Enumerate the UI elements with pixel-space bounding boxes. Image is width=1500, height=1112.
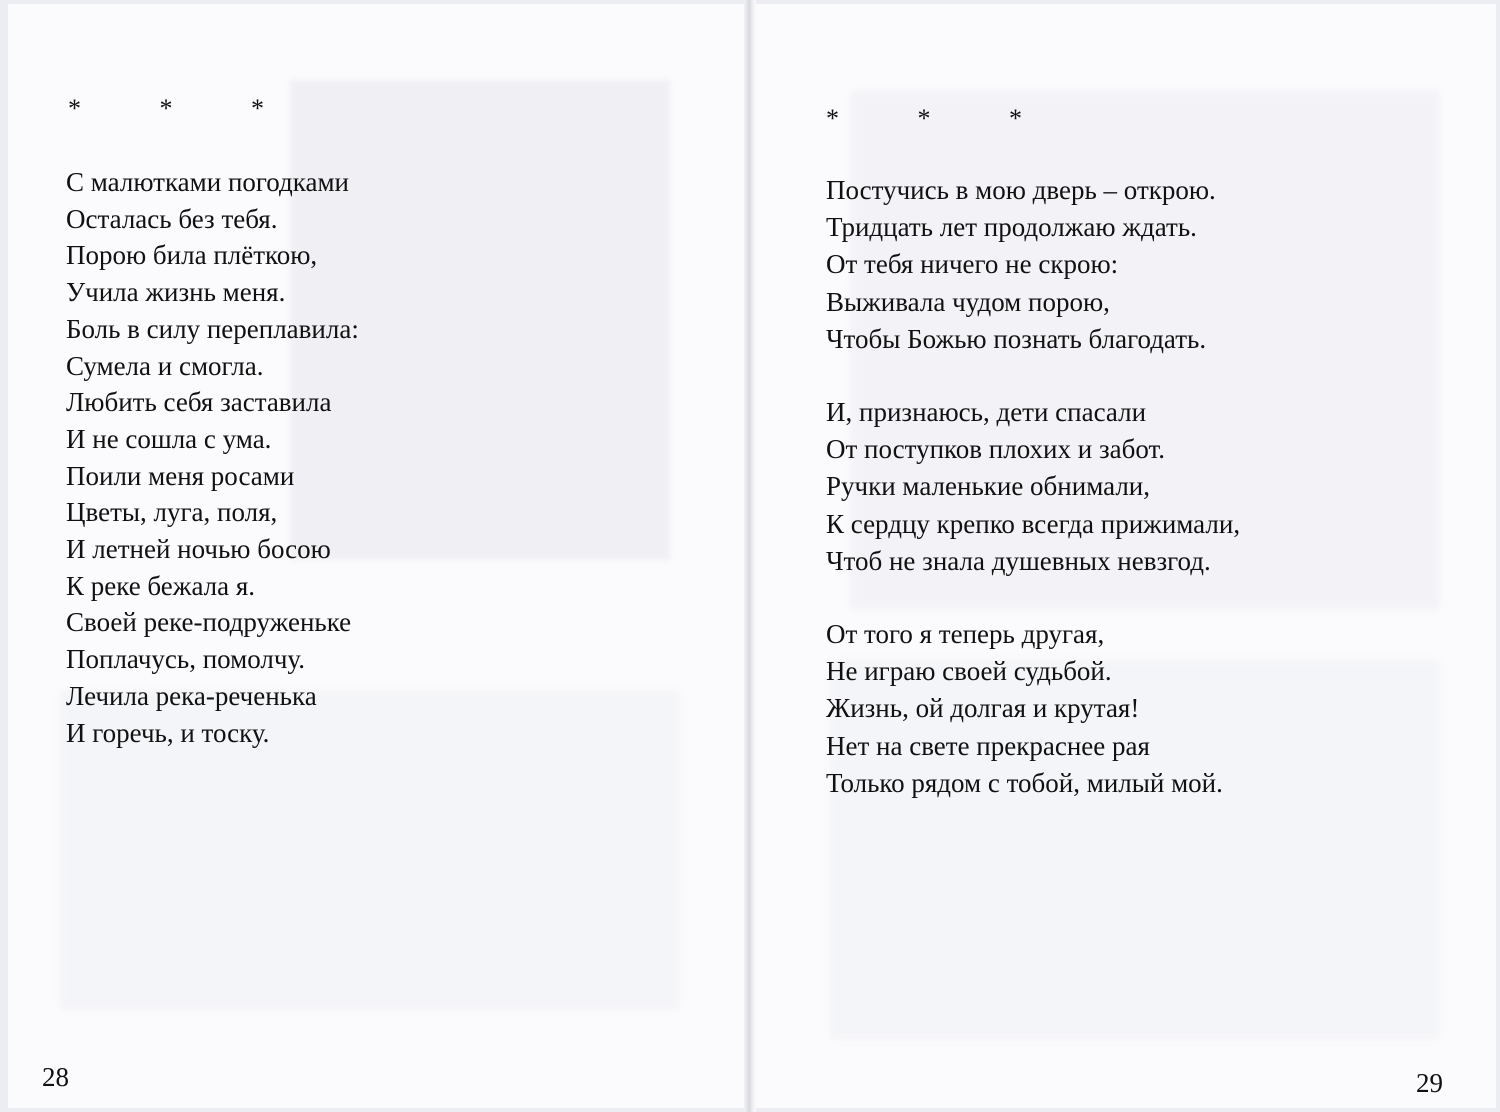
poem-line: От того я теперь другая, — [826, 619, 1105, 650]
poem-line: Только рядом с тобой, милый мой. — [826, 767, 1223, 798]
poem-line: Осталась без тебя. — [66, 203, 278, 234]
poem-line: К реке бежала я. — [66, 570, 256, 601]
poem-line: Порою била плёткою, — [66, 240, 318, 271]
poem-line: Лечила река-реченька — [66, 680, 317, 711]
book-spine-fold — [744, 0, 756, 1112]
poem-line: Боль в силу переплавила: — [66, 313, 359, 344]
poem-line: Чтоб не знала душевных невзгод. — [826, 545, 1211, 576]
stanza-gap — [826, 358, 1240, 394]
poem-line: Учила жизнь меня. — [66, 277, 286, 308]
poem-line: Выживала чудом порою, — [826, 286, 1110, 317]
section-divider-stars: * * * — [68, 94, 300, 123]
poem-line: К сердцу крепко всегда прижимали, — [826, 508, 1241, 539]
poem-line: Ручки маленькие обнимали, — [826, 471, 1150, 502]
poem-line: Тридцать лет продолжаю ждать. — [826, 212, 1197, 243]
poem-right — [826, 172, 1240, 802]
poem-line: Не играю своей судьбой. — [826, 656, 1112, 687]
poem-left — [66, 164, 359, 751]
poem-line: Нет на свете прекраснее рая — [826, 730, 1150, 761]
poem-line: И горечь, и тоску. — [66, 717, 270, 748]
stanza-gap — [826, 580, 1240, 616]
section-divider-stars: * * * — [826, 104, 1058, 133]
poem-line: От поступков плохих и забот. — [826, 434, 1165, 465]
page-number-right: 29 — [1416, 1068, 1443, 1098]
poem-line: От тебя ничего не скрою: — [826, 249, 1119, 280]
poem-line: Сумела и смогла. — [66, 350, 264, 381]
poem-line: И летней ночью босою — [66, 534, 331, 565]
poem-line: Любить себя заставила — [66, 387, 332, 418]
poem-line: Цветы, луга, поля, — [66, 497, 278, 528]
poem-line: Чтобы Божью познать благодать. — [826, 323, 1207, 354]
poem-line: И, признаюсь, дети спасали — [826, 397, 1147, 428]
poem-line: Жизнь, ой долгая и крутая! — [826, 693, 1140, 724]
poem-line: Постучись в мою дверь – открою. — [826, 175, 1216, 205]
poem-line: Поплачусь, помолчу. — [66, 644, 305, 675]
poem-line: Поили меня росами — [66, 460, 295, 491]
poem-line: С малютками погодками — [66, 167, 349, 197]
poem-line: Своей реке-подруженьке — [66, 607, 352, 638]
poem-line: И не сошла с ума. — [66, 423, 272, 454]
page-number-left: 28 — [42, 1062, 69, 1092]
